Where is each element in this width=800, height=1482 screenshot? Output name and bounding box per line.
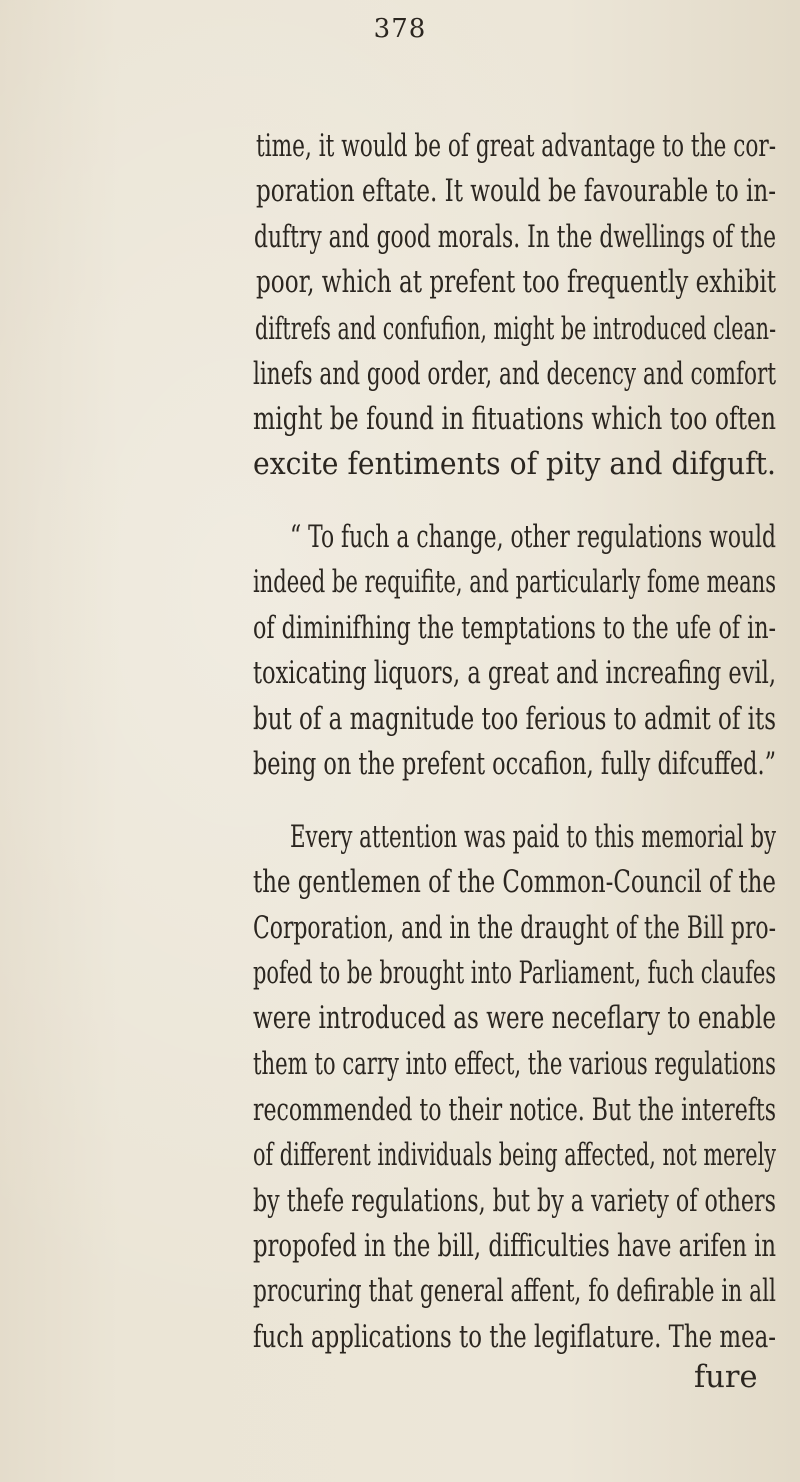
text-line: “ To fuch a change, other regulations would: [290, 520, 777, 555]
text-line: linefs and good order, and decency and comfort: [253, 357, 776, 392]
text-line: might be found in fituations which too often: [253, 402, 777, 437]
text-line: indeed be requifite, and particularly fome means: [253, 565, 777, 600]
text-line: being on the prefent occafion, fully difcuffed.”: [253, 747, 776, 782]
text-line: the gentlemen of the Common-Council of the: [253, 865, 776, 900]
text-line: propofed in the bill, difficulties have arifen in: [253, 1229, 777, 1264]
text-line: them to carry into effect, the various regulations: [253, 1047, 777, 1082]
text-line: fuch applications to the legiflature. The mea-: [253, 1320, 776, 1355]
text-line: duftry and good morals. In the dwellings of the: [254, 220, 777, 255]
text-line: were introduced as were neceflary to enable: [253, 1001, 777, 1036]
text-line: pofed to be brought into Parliament, fuch claufes: [253, 956, 777, 991]
text-line: of diminifhing the temptations to the ufe of in-: [253, 611, 777, 646]
text-line: of different individuals being affected, not merely: [253, 1138, 776, 1173]
text-line: time, it would be of great advantage to the cor-: [256, 129, 777, 164]
text-line: toxicating liquors, a great and increafing evil,: [253, 656, 777, 691]
text-line: procuring that general affent, fo defirable in all: [253, 1274, 776, 1309]
page-number: 378: [373, 14, 427, 44]
text-line: poration eftate. It would be favourable to in-: [256, 174, 776, 209]
catchword: fure: [694, 1360, 758, 1395]
text-line: by thefe regulations, but by a variety of others: [253, 1184, 776, 1219]
text-line: Corporation, and in the draught of the Bill pro-: [253, 911, 777, 946]
text-line: but of a magnitude too ferious to admit of its: [253, 702, 776, 737]
text-line: diftrefs and confufion, might be introduced clean-: [255, 312, 777, 347]
text-line: recommended to their notice. But the interefts: [253, 1093, 777, 1128]
text-line: poor, which at prefent too frequently exhibit: [256, 265, 777, 300]
text-line: excite fentiments of pity and difguft.: [253, 447, 776, 482]
text-line: Every attention was paid to this memorial by: [290, 820, 777, 855]
